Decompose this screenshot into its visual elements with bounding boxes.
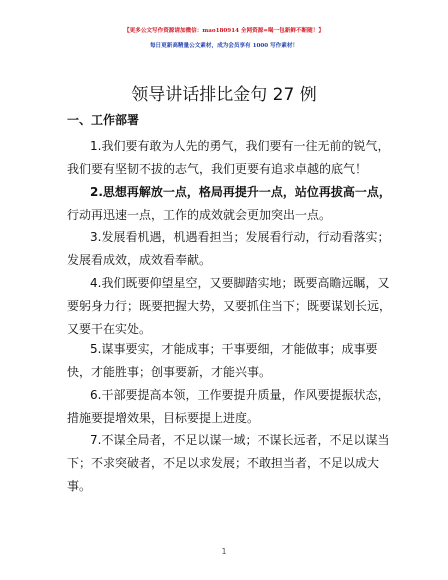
paragraph-line: 5.谋事要实，才能成事；干事要细，才能做事；成事要 (90, 342, 378, 356)
paragraph-line: 又要干在实处。 (67, 322, 152, 336)
paragraph-line: 4.我们既要仰望星空，又要脚踏实地；既要高瞻远瞩，又 (90, 276, 390, 290)
paragraph-line: 要躬身力行；既要把握大势，又要抓住当下；既要谋划长远， (67, 299, 392, 313)
paragraph-5 (67, 338, 387, 384)
paragraph-line: 事。 (67, 479, 92, 493)
promo-banner-line-1: 【更多公文写作资源请加微信：mao180914 全网资源=喝一包新鲜不断随！】 (124, 28, 324, 34)
paragraph-4 (67, 272, 392, 341)
paragraph-line: 我们要有坚韧不拔的志气，我们更要有追求卓越的底气！ (67, 162, 368, 176)
paragraph-2 (67, 181, 391, 227)
paragraph-line: 下；不求突破者，不足以求发展；不敢担当者，不足以成大 (67, 456, 380, 470)
paragraph-line: 发展看成效，成效看奉献。 (67, 253, 212, 267)
paragraph-3 (67, 226, 390, 272)
paragraph-1 (67, 135, 390, 181)
section-heading: 一、工作部署 (67, 113, 140, 127)
paragraph-line: 措施要提增效果，目标要提上进度。 (67, 411, 260, 425)
paragraph-line: 行动再迅速一点，工作的成效就会更加突出一点。 (67, 208, 332, 222)
page-number: 1 (221, 547, 227, 556)
paragraph-line: 6.干部要提高本领，工作要提升质量，作风要提振状态， (90, 388, 390, 402)
paragraph-line: 2.思想再解放一点，格局再提升一点，站位再拔高一点， (90, 185, 391, 199)
paragraph-7 (67, 429, 390, 498)
paragraph-6 (67, 384, 390, 430)
promo-banner-line-2: 每日更新高精量公文素材，成为会员享有 1000 写作素材！ (149, 43, 299, 49)
document-title: 领导讲话排比金句 27 例 (131, 85, 317, 105)
paragraph-line: 3.发展看机遇，机遇看担当；发展看行动，行动看落实； (90, 230, 390, 244)
paragraph-line: 快，才能胜事；创事要新，才能兴事。 (67, 365, 272, 379)
paragraph-line: 7.不谋全局者，不足以谋一域；不谋长远者，不足以谋当 (90, 433, 390, 447)
paragraph-line: 1.我们要有敢为人先的勇气，我们要有一往无前的锐气， (90, 139, 390, 153)
